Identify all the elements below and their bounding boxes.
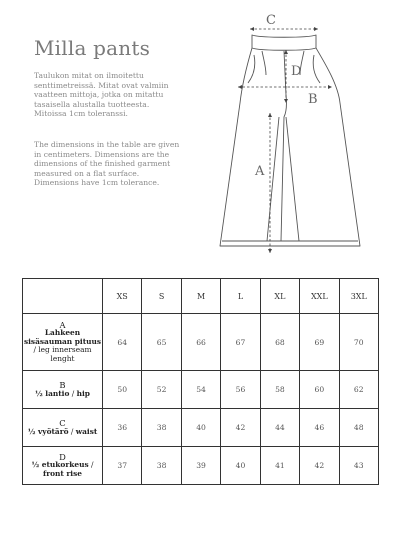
table-cell: 68 [260,314,299,371]
table-cell: 67 [221,314,260,371]
label-b: B [308,92,318,107]
table-cell: 52 [142,371,181,409]
description-finnish: Taulukon mitat on ilmoitettu senttimetreissä. Mitat ovat valmiin vaatteen mittoja, jotka on mitattu tasaisella alustalla tuotteesta. Mitoissa 1cm toleranssi. [34,71,169,119]
table-row [23,314,379,371]
label-a: A [255,164,265,179]
table-cell: 60 [300,371,339,409]
measurement-label: D ½ etukorkeus / front rise [23,447,103,485]
table-row [23,447,379,485]
size-header: XXL [300,279,339,314]
inner-leg-line [286,117,299,241]
table-cell: 62 [339,371,378,409]
table-cell: 40 [181,409,220,447]
size-table [22,278,379,485]
size-header: XS [103,279,142,314]
table-cell: 69 [300,314,339,371]
pocket-right [313,55,320,83]
table-cell: 54 [181,371,220,409]
table-cell: 39 [181,447,220,485]
page-title: Milla pants [34,36,151,60]
size-header: S [142,279,181,314]
size-header-row [23,279,379,314]
measurement-label: C ½ vyötärö / waist [23,409,103,447]
table-cell: 66 [181,314,220,371]
table-cell: 38 [142,409,181,447]
pants-diagram [200,5,400,265]
measurement-label: B ½ lantio / hip [23,371,103,409]
table-cell: 41 [260,447,299,485]
inner-leg-line [267,117,279,241]
table-cell: 36 [103,409,142,447]
table-cell: 48 [339,409,378,447]
size-header: M [181,279,220,314]
table-cell: 56 [221,371,260,409]
table-row [23,371,379,409]
table-cell: 43 [339,447,378,485]
measurement-label: A Lahkeen sisäsauman pituus / leg innerseam lenght [23,314,103,371]
table-cell: 42 [300,447,339,485]
header-blank [23,279,103,314]
table-cell: 70 [339,314,378,371]
table-cell: 46 [300,409,339,447]
description-english: The dimensions in the table are given in centimeters. Dimensions are the dimensions of the finished garment measured on a flat surface. Dimensions have 1cm tolerance. [34,140,180,188]
table-cell: 42 [221,409,260,447]
table-cell: 38 [142,447,181,485]
table-cell: 37 [103,447,142,485]
pleat-left [262,51,266,75]
center-seam [281,51,286,241]
table-cell: 40 [221,447,260,485]
table-cell: 64 [103,314,142,371]
size-header: XL [260,279,299,314]
pants-outline [220,48,360,246]
table-cell: 50 [103,371,142,409]
waistband [252,35,316,50]
table-cell: 65 [142,314,181,371]
table-row [23,409,379,447]
table-cell: 44 [260,409,299,447]
size-header: 3XL [339,279,378,314]
label-d: D [291,64,302,79]
size-header: L [221,279,260,314]
label-c: C [266,13,276,28]
table-cell: 58 [260,371,299,409]
